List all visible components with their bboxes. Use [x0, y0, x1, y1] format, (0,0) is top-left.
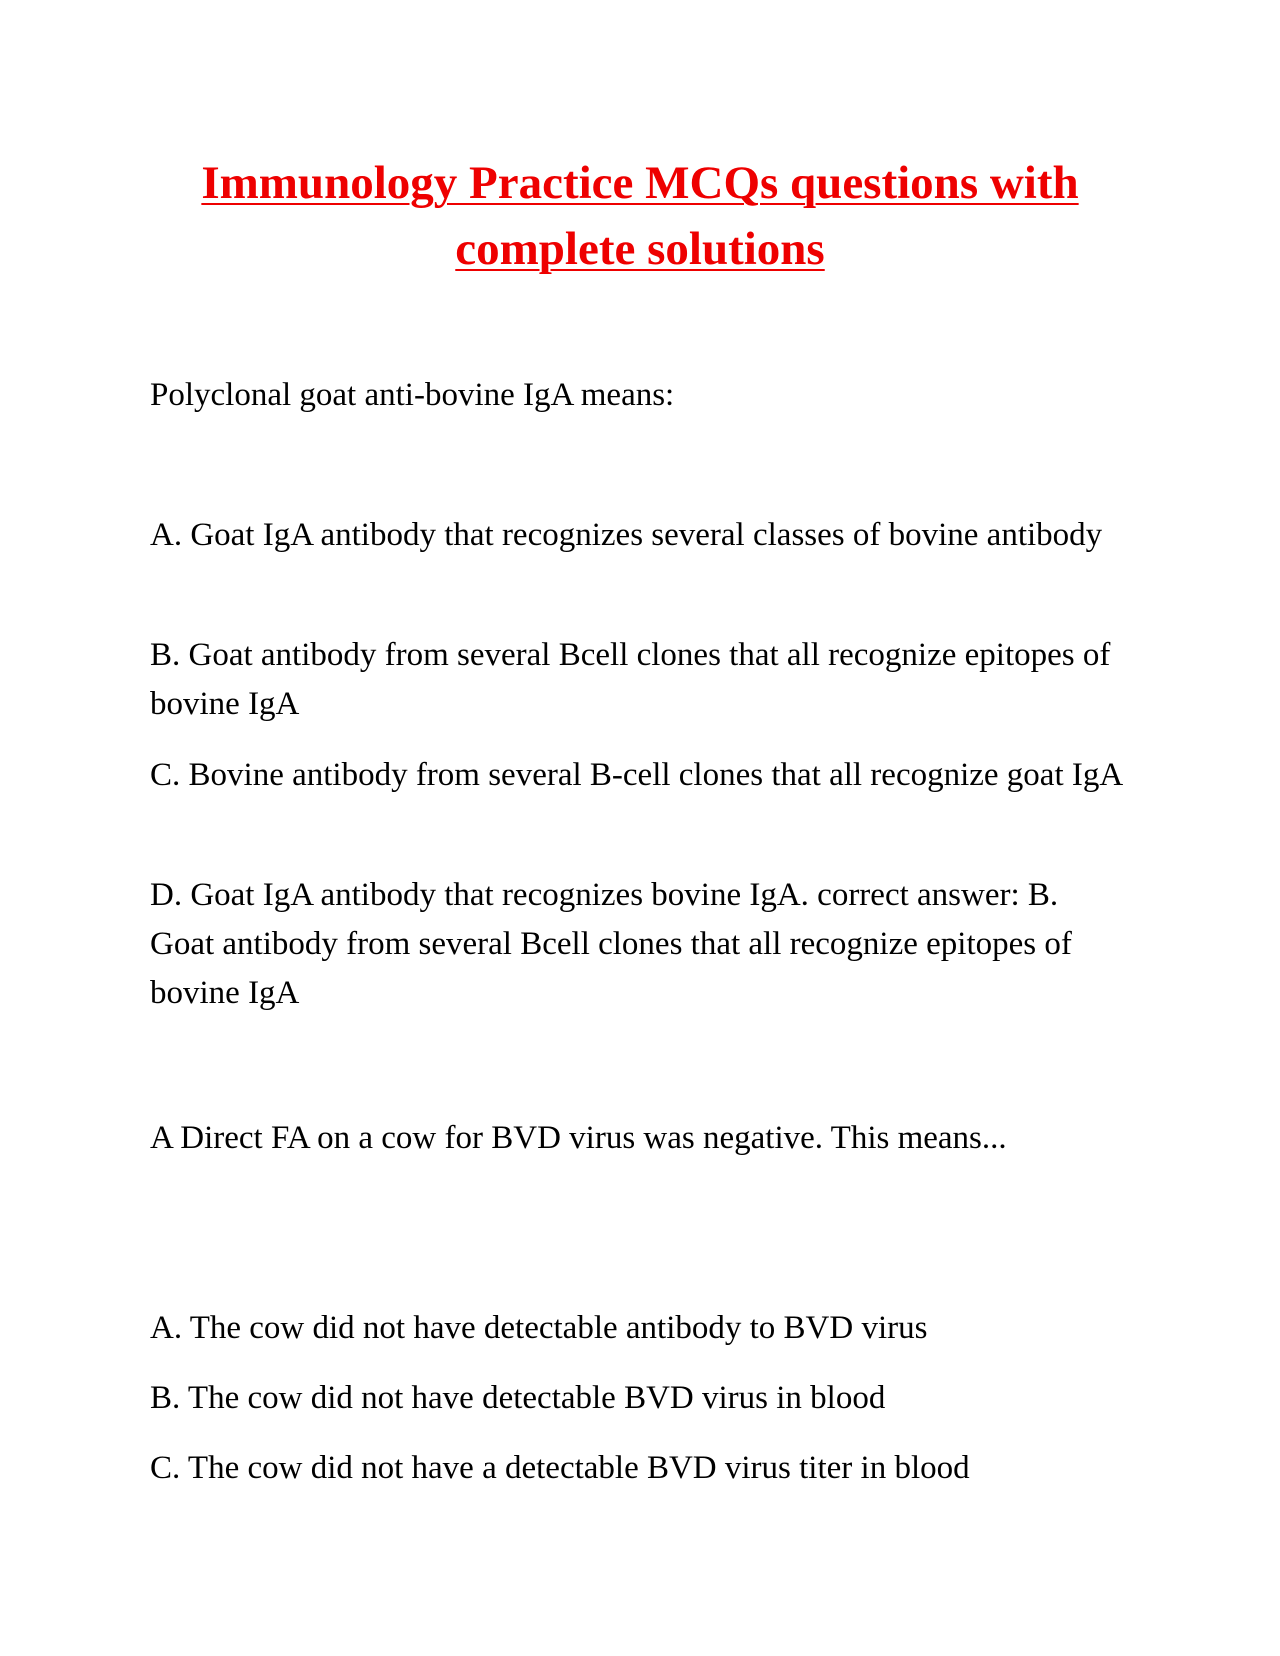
question-1-option-c: C. Bovine antibody from several B-cell clones that all recognize goat IgA	[150, 757, 1124, 793]
question-1-option-b: B. Goat antibody from several Bcell clones that all recognize epitopes of bovine IgA	[150, 637, 1111, 722]
question-1-option-a: A. Goat IgA antibody that recognizes several classes of bovine antibody	[150, 517, 1103, 553]
question-2-option-b: B. The cow did not have detectable BVD virus in blood	[150, 1380, 886, 1416]
document-title	[150, 150, 1130, 282]
question-2-stem: A Direct FA on a cow for BVD virus was negative. This means...	[150, 1120, 1007, 1156]
question-1-option-d-with-answer: D. Goat IgA antibody that recognizes bovine IgA. correct answer: B. Goat antibody from several Bcell clones that all recognize epitopes of bovine IgA	[150, 877, 1072, 1011]
question-1-stem: Polyclonal goat anti-bovine IgA means:	[150, 377, 675, 413]
question-2-option-a: A. The cow did not have detectable antibody to BVD virus	[150, 1310, 928, 1346]
title-line-2: complete solutions	[455, 223, 825, 275]
question-2-option-c: C. The cow did not have a detectable BVD virus titer in blood	[150, 1450, 970, 1486]
title-line-1: Immunology Practice MCQs questions with	[201, 157, 1079, 209]
